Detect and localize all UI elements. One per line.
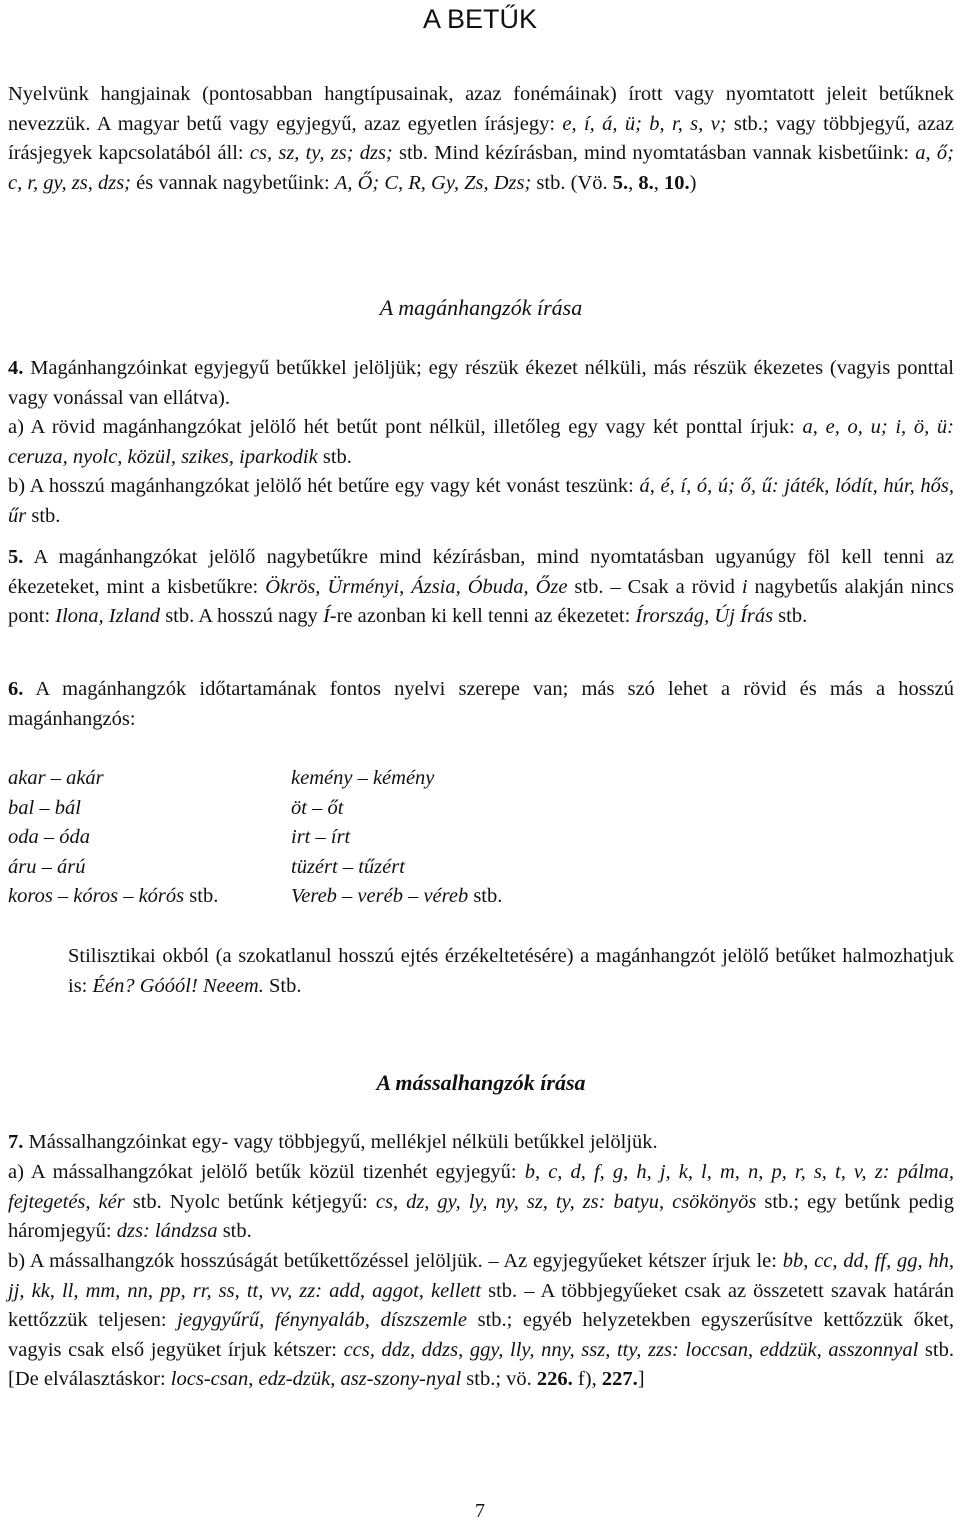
word-pair-line: [291, 794, 502, 824]
text-run: b) A mássalhangzók hosszúságát betűkettőzéssel jelöljük. – Az egyjegyűeket kétszer írjuk le:: [8, 1250, 783, 1272]
text-run: stb. (Vö.: [531, 171, 613, 194]
text-run: 5.: [612, 171, 629, 194]
text-run: jegygyűrű, fénynyaláb, díszszemle: [177, 1309, 468, 1331]
text-run: i: [741, 575, 748, 598]
word-pair-line: [8, 764, 218, 794]
text-run: tüzért – tűzért: [291, 855, 405, 878]
paragraph-7b: [8, 1247, 954, 1395]
text-run: stb. Mind kézírásban, mind nyomtatásban vannak kisbetűink:: [392, 142, 916, 164]
text-run: a) A rövid magánhangzókat jelölő hét betűt pont nélkül, illetőleg egy vagy két ponttal írjuk:: [8, 416, 803, 438]
text-run: stb.: [468, 885, 503, 907]
word-pair-line: [8, 853, 218, 883]
text-run: és vannak nagybetűink:: [131, 171, 335, 194]
text-run: ccs, ddz, ddzs, ggy, lly, nny, ssz, tty, zzs: loccsan, eddzük, asszonnyal: [343, 1338, 919, 1361]
text-run: 10.: [663, 171, 690, 194]
word-pair-line: [291, 853, 502, 883]
text-run: öt – őt: [291, 796, 344, 819]
paragraph-4a: [8, 413, 954, 472]
text-run: 8.: [638, 171, 654, 194]
page-title: A BETŰK: [422, 4, 538, 34]
text-run: 6.: [8, 678, 24, 700]
word-pair-line: [8, 794, 218, 824]
text-run: á, é, í, ó, ú; ő, ű: játék, lódít, húr, hős, űr: [8, 475, 954, 527]
word-pair-line: [8, 823, 218, 853]
text-run: dzs: lándzsa: [116, 1220, 218, 1242]
text-run: akar – akár: [8, 767, 104, 789]
text-run: stb. Nyolc betűnk kétjegyű:: [124, 1190, 376, 1213]
page-number: 7: [475, 1500, 485, 1522]
paragraph-5: [8, 543, 954, 632]
paragraph-4b: [8, 472, 954, 531]
text-run: 5.: [8, 546, 24, 568]
text-run: b, c, d, f, g, h, j, k, l, m, n, p, r, s, t, v, z: pálma, fejtegetés, kér: [8, 1161, 954, 1213]
text-run: ,: [653, 171, 664, 194]
text-run: ): [689, 171, 697, 194]
text-run: Magánhangzóinkat egyjegyű betűkkel jelöljük; egy részük ékezet nélküli, más részük ékezetes (vagyis ponttal vagy vonással van ellátva).: [8, 357, 954, 409]
paragraph-4: [8, 354, 954, 413]
text-run: stb.: [184, 885, 219, 907]
paragraph-7a: [8, 1158, 954, 1247]
text-run: bal – bál: [8, 796, 81, 819]
text-run: Stb.: [263, 974, 302, 997]
text-run: A magánhangzókat jelölő nagybetűkre mind kézírásban, mind nyomtatásban ugyanúgy föl kell tenni az ékezeteket, mint a kisbetűkre:: [8, 546, 954, 598]
text-run: b) A hosszú magánhangzókat jelölő hét betűre egy vagy két vonást teszünk:: [8, 475, 640, 497]
text-run: stb.: [217, 1220, 252, 1242]
text-run: Stilisztikai okból (a szokatlanul hosszú ejtés érzékeltetésére) a magánhangzót jelölő betűket halmozhatjuk is:: [68, 945, 954, 997]
text-run: Vereb – veréb – véreb: [291, 885, 469, 907]
vowel-pairs-right: [291, 764, 502, 912]
text-run: stb. A hosszú nagy: [160, 605, 323, 627]
text-run: stb.; vö.: [461, 1368, 537, 1390]
text-run: stb.: [317, 445, 352, 468]
text-run: Één? Góóól! Neeem.: [92, 974, 264, 997]
word-pair-line: [291, 764, 502, 794]
text-run: stb. – A többjegyűeket csak az összetett szavak határán kettőzzük teljesen:: [8, 1279, 955, 1331]
text-run: 226.: [536, 1368, 573, 1390]
text-run: stb.: [26, 504, 61, 527]
text-run: A, Ő; C, R, Gy, Zs, Dzs;: [334, 171, 532, 194]
text-run: stb. – Csak a rövid: [567, 575, 742, 598]
text-run: bb, cc, dd, ff, gg, hh, jj, kk, ll, mm, nn, pp, rr, ss, tt, vv, zz: add, aggot, kellett: [8, 1250, 955, 1302]
text-run: 227.: [601, 1368, 638, 1390]
text-run: Ilona, Izland: [55, 605, 161, 627]
vowel-pairs-left: [8, 764, 218, 912]
text-run: a) A mássalhangzókat jelölő betűk közül tizenhét egyjegyű:: [8, 1161, 525, 1183]
text-run: e, í, á, ü; b, r, s, v;: [562, 112, 727, 135]
text-run: Írország, Új Írás: [635, 605, 774, 627]
text-run: ]: [637, 1368, 645, 1390]
paragraph-6: [8, 675, 954, 734]
paragraph-7: [8, 1128, 954, 1158]
text-run: cs, dz, gy, ly, ny, sz, ty, zs: batyu, csökönyös: [375, 1190, 757, 1213]
text-run: irt – írt: [291, 826, 351, 848]
text-run: stb.; egy betűnk pedig háromjegyű:: [8, 1190, 954, 1242]
text-run: nagybetűs alakján nincs pont:: [8, 575, 955, 627]
text-run: koros – kóros – kórós: [8, 885, 185, 907]
text-run: a, e, o, u; i, ö, ü: ceruza, nyolc, közül, szikes, iparkodik: [8, 416, 954, 468]
word-pair-line: [291, 882, 502, 912]
heading-vowels: A magánhangzók írása: [379, 295, 583, 320]
word-pair-line: [8, 882, 218, 912]
paragraph-stylistic: [68, 942, 954, 1001]
text-run: locs-csan, edz-dzük, asz-szony-nyal: [170, 1368, 462, 1390]
text-run: -re azonban ki kell tenni az ékezetet:: [329, 605, 636, 627]
text-run: stb.; egyéb helyzetekben egyszerűsítve kettőzzük őket, vagyis csak első jegyüket írjuk kétszer:: [8, 1309, 954, 1361]
text-run: ,: [628, 171, 639, 194]
text-run: stb. [De elválasztáskor:: [8, 1338, 954, 1390]
text-run: stb.: [773, 605, 808, 627]
text-run: Nyelvünk hangjainak (pontosabban hangtípusainak, azaz fonémáinak) írott vagy nyomtatott jeleit betűknek nevezzük. A magyar betű vagy egyjegyű, azaz egyetlen írásjegy:: [8, 83, 954, 135]
text-run: Ökrös, Ürményi, Ázsia, Óbuda, Őze: [265, 575, 568, 598]
text-run: kemény – kémény: [291, 767, 435, 789]
text-run: Í: [322, 605, 330, 627]
text-run: 7.: [8, 1131, 24, 1153]
text-run: a, ő; c, r, gy, zs, dzs;: [8, 142, 954, 194]
word-pair-line: [291, 823, 502, 853]
text-run: oda – óda: [8, 826, 90, 848]
text-run: cs, sz, ty, zs; dzs;: [249, 142, 393, 164]
text-run: 4.: [8, 357, 24, 379]
heading-consonants: A mássalhangzók írása: [376, 1070, 586, 1095]
text-run: A magánhangzók időtartamának fontos nyelvi szerepe van; más szó lehet a rövid és más a hosszú magánhangzós:: [8, 678, 954, 730]
text-run: stb.; vagy többjegyű, azaz írásjegyek kapcsolatából áll:: [8, 112, 954, 164]
text-run: Mássalhangzóinkat egy- vagy többjegyű, mellékjel nélküli betűkkel jelöljük.: [23, 1131, 658, 1153]
text-run: f),: [572, 1368, 602, 1390]
text-run: áru – árú: [8, 855, 86, 878]
paragraph-3: [8, 80, 954, 198]
